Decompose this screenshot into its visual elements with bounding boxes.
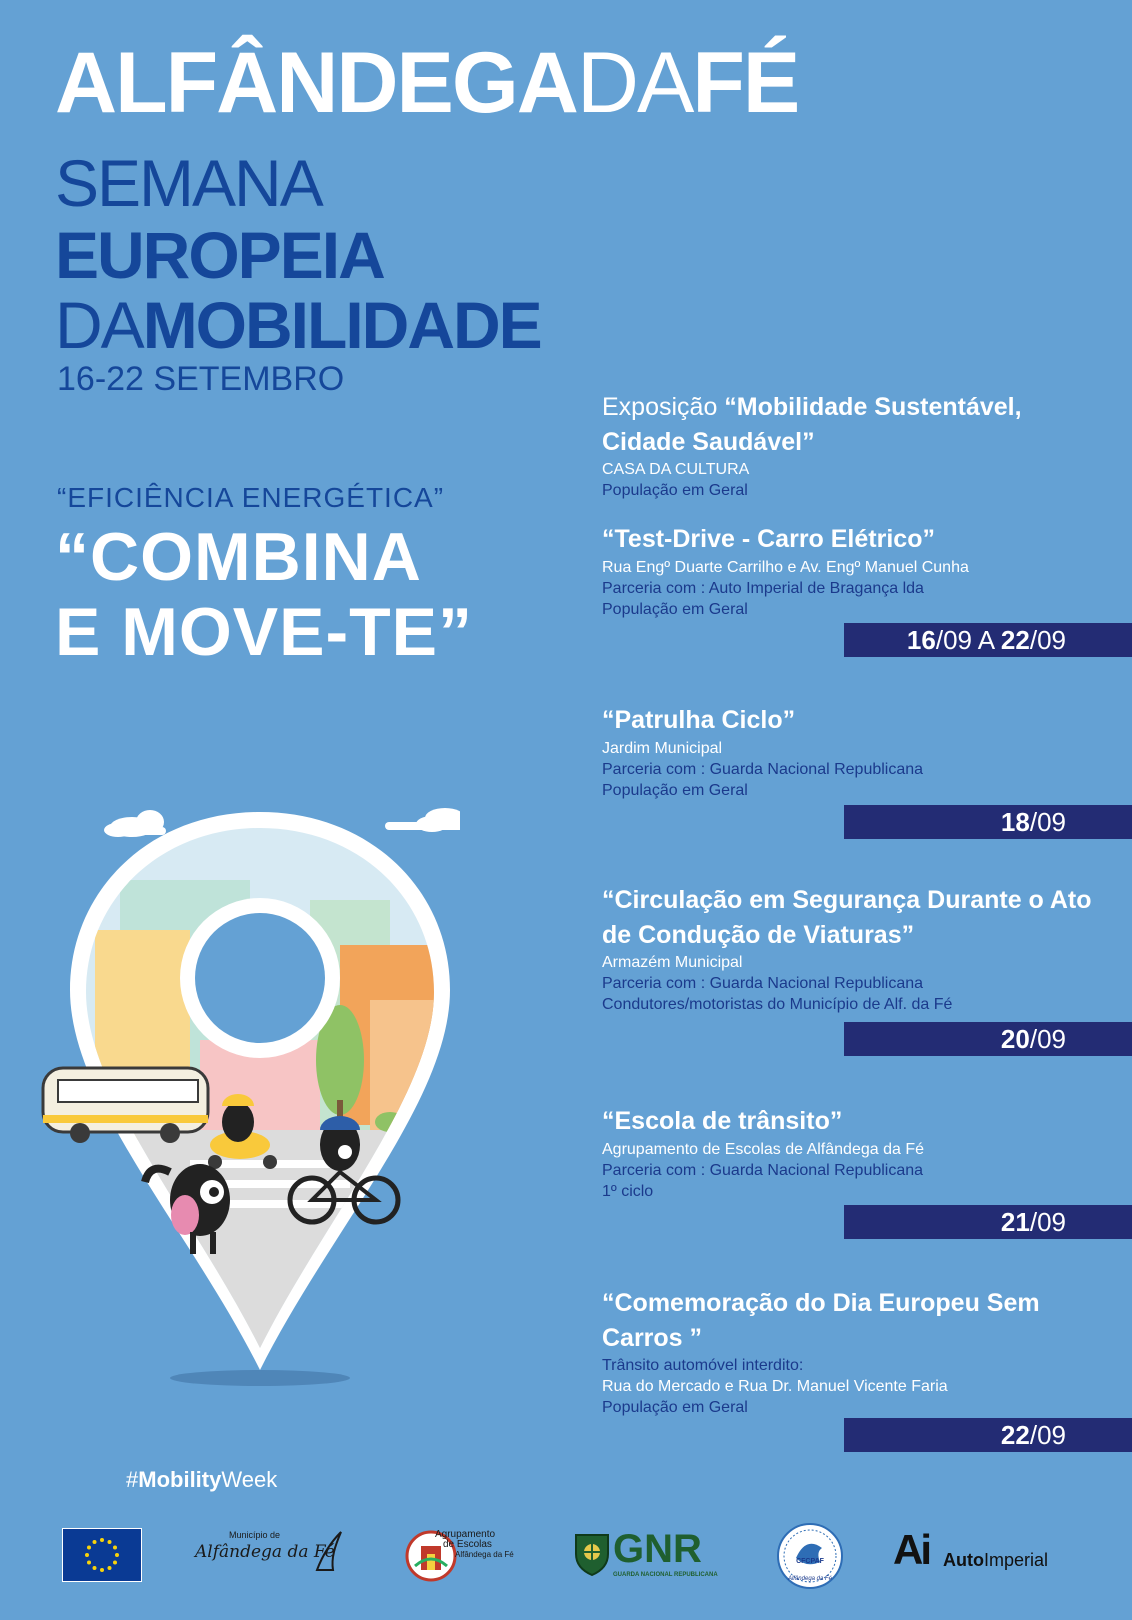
event-location: Rua do Mercado e Rua Dr. Manuel Vicente Faria [602,1378,948,1395]
event-block [602,522,1102,620]
event-note: Trânsito automóvel interdito: [602,1357,804,1374]
town-name-part: ALFÂNDEGA [55,35,577,131]
date-bar [844,805,1132,839]
event-title: “Escola de trânsito” [602,1107,843,1135]
event-location: Jardim Municipal [602,739,723,757]
event-title: “Comemoração do Dia Europeu Sem Carros ” [602,1289,1040,1352]
agrupamento-logo [405,1528,515,1584]
cfcpaf-logo-subtitle: Alfândega da Fé [787,1576,833,1582]
event-title: “Test-Drive - Carro Elétrico” [602,525,935,553]
agrupamento-logo-text: de Escolas [443,1539,492,1550]
event-audience: População em Geral [602,1399,748,1416]
municipio-logo-script: Alfândega da Fé [195,1542,335,1562]
event-audience: Condutores/motoristas do Município de Alf. da Fé [602,996,953,1013]
cloud-icon [104,810,166,837]
event-name-line-1: SEMANA [55,146,322,220]
slogan-line-1: “COMBINA [55,519,422,595]
date-bar [844,1022,1132,1056]
bird-icon [313,1530,343,1572]
date-day: 21 [1000,1207,1030,1237]
event-partner: Parceria com : Guarda Nacional Republicana [602,1161,924,1179]
agrupamento-logo-text: Agrupamento [435,1529,496,1540]
event-audience: População em Geral [602,781,748,799]
hashtag-part: Week [221,1467,278,1492]
event-title [602,390,1102,459]
eu-flag-icon [62,1528,142,1582]
event-location: CASA DA CULTURA [602,461,750,478]
town-name-part: DA [576,35,693,131]
date-rest: /09 [1029,1420,1066,1450]
event-name-line-3 [55,288,541,362]
date-day: 22 [1000,625,1030,655]
event-block [602,1286,1102,1418]
shield-icon [573,1532,611,1576]
date-rest: /09 [1029,1024,1066,1054]
date-day: 20 [1000,1024,1030,1054]
event-partner: Parceria com : Guarda Nacional Republicana [602,760,924,778]
event-audience: População em Geral [602,482,748,499]
date-bar [844,623,1132,657]
gnr-logo-text: GNR [613,1527,702,1571]
map-pin-illustration [40,800,460,1620]
hashtag [126,1467,277,1493]
slogan-line-2: E MOVE-TE” [55,593,474,670]
event-title-text: “Mobilidade Sustentável, Cidade Saudável” [602,393,1022,456]
date-rest: /09 [1029,1207,1066,1237]
date-rest: /09 [1029,807,1066,837]
auto-imperial-logo-text: Auto [943,1550,984,1570]
auto-imperial-logo-mark: Ai [893,1526,929,1573]
event-partner: Parceria com : Auto Imperial de Bragança lda [602,579,924,597]
slogan [55,520,473,670]
bus-icon [43,1068,208,1143]
event-name-line-2: EUROPEIA [55,218,384,292]
gnr-logo-subtitle: GUARDA NACIONAL REPUBLICANA [613,1572,718,1578]
event-title: “Circulação em Segurança Durante o Ato de Condução de Viaturas” [602,886,1092,949]
event-partner: Parceria com : Guarda Nacional Republicana [602,975,924,992]
date-bar [844,1205,1132,1239]
agrupamento-logo-text: Alfândega da Fé [455,1550,514,1559]
event-block [602,390,1102,501]
event-block [602,1104,1102,1202]
event-location: Agrupamento de Escolas de Alfândega da Fé [602,1140,924,1158]
event-location: Rua Engº Duarte Carrilho e Av. Engº Manuel Cunha [602,558,969,576]
auto-imperial-logo-text: Imperial [983,1550,1049,1570]
event-location: Armazém Municipal [602,954,743,971]
date-bar [844,1418,1132,1452]
cfcpaf-logo [776,1522,844,1590]
event-title: “Patrulha Ciclo” [602,706,796,734]
event-block [602,703,1102,801]
event-dates: 16-22 SETEMBRO [57,360,345,398]
event-audience: População em Geral [602,600,748,618]
municipio-logo-text: Município de [229,1530,281,1540]
date-day: 18 [1000,807,1030,837]
event-block [602,883,1102,1015]
town-title [55,35,799,131]
event-name-part: MOBILIDADE [142,288,541,362]
theme-title: “EFICIÊNCIA ENERGÉTICA” [57,482,445,513]
event-title-prefix: Exposição [602,393,725,421]
hashtag-part: # [126,1467,139,1492]
date-day: 16 [906,625,936,655]
town-name-part: FÉ [692,35,799,131]
event-audience: 1º ciclo [602,1182,654,1200]
auto-imperial-logo [893,1526,1063,1576]
date-rest: /09 [1029,625,1066,655]
date-rest: /09 A [935,625,1001,655]
gnr-logo [573,1527,723,1582]
date-day: 22 [1000,1420,1030,1450]
cloud-icon [385,808,460,832]
cfcpaf-logo-text: CFCPAF [796,1558,824,1565]
municipio-logo [195,1530,345,1580]
hashtag-part: Mobility [138,1467,222,1492]
event-name-part: DA [55,288,143,362]
